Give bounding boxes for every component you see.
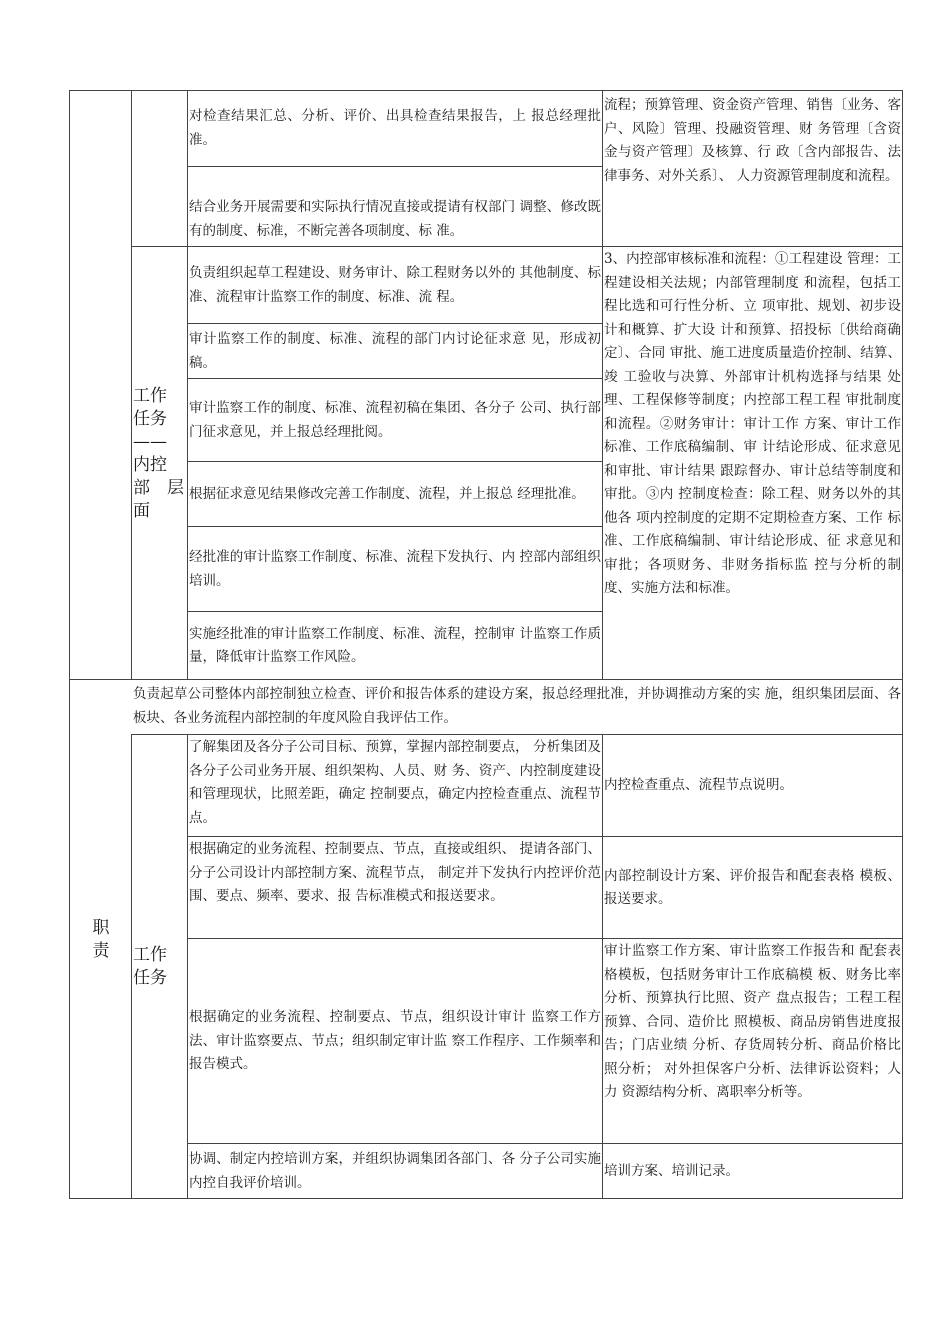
duty-label: 职 责 [92, 918, 110, 961]
output-cell [604, 940, 901, 1143]
row-divider [187, 836, 903, 837]
output-text: 内控检查重点、流程节点说明。 [604, 777, 793, 794]
task-text: 了解集团及各分子公司目标、预算，掌握内部控制要点， 分析集团及各分子公司业务开展、组织架构、人员、财 务、资产、内控制度建设和管理现状，比照差距，确定 控制要点，确定内控检查重点、流程节点。 [189, 739, 601, 826]
row-divider [187, 1143, 903, 1144]
task-text: 实施经批准的审计监察工作制度、标准、流程，控制审 计监察工作质量，降低审计监察工作风险。 [189, 625, 601, 665]
table-border-bottom [69, 1198, 903, 1199]
column-divider [187, 734, 188, 1199]
task-cell [189, 92, 601, 165]
output-text: 培训方案、培训记录。 [604, 1162, 739, 1179]
output-text: 审计监察工作方案、审计监察工作报告和 配套表格模板，包括财务审计工作底稿模 板、财务比率分析、预算执行比照、资产 盘点报告；工程工程预算、合同、造价比 照模板、商品房销售进度报告；门店业绩 分析、存货周转分析、商品价格比照分析； 对外担保客户分析、法律诉讼资料；人力 资源结构分析、离职率分析等。 [604, 943, 901, 1100]
row-divider [187, 323, 602, 324]
output-cell [604, 838, 901, 938]
task-cell [189, 1145, 601, 1198]
row-divider [187, 938, 903, 939]
task-text: 协调、制定内控培训方案，并组织协调集团各部门、各 分子公司实施内控自我评价培训。 [189, 1151, 601, 1191]
output-cell [604, 94, 901, 245]
output-cell [604, 1145, 901, 1198]
task-cell [189, 528, 601, 611]
row-divider [187, 611, 602, 612]
duty-summary-cell [133, 683, 901, 734]
task-cell [189, 325, 601, 378]
work-task-internal-control-label: 工作 任务 —— 内控 部 层 面 [133, 386, 184, 521]
row-divider [131, 734, 903, 735]
task-text: 根据确定的业务流程、控制要点、节点，组织设计审计 监察工作方法、审计监察要点、节点；组织制定审计监 察工作程序、工作频率和报告模式。 [189, 1009, 601, 1073]
row-divider [187, 461, 602, 462]
column-divider [602, 734, 603, 1199]
task-cell [189, 196, 601, 246]
task-cell [189, 380, 601, 461]
task-cell [189, 463, 601, 526]
output-cell [604, 248, 901, 679]
duty-summary-text: 负责起草公司整体内部控制独立检查、评价和报告体系的建设方案，报总经理批准，并协调推动方案的实 施，组织集团层面、各板块、各业务流程内部控制的年度风险自我评估工作。 [133, 686, 901, 726]
table-border-right [902, 90, 903, 1199]
column-divider [187, 90, 188, 680]
task-text: 负责组织起草工程建设、财务审计、除工程财务以外的 其他制度、标准、流程审计监察工作的制度、标准、流 程。 [189, 265, 601, 305]
task-cell [189, 613, 601, 679]
row-divider [187, 166, 602, 167]
work-task-label: 工作 任务 [133, 945, 167, 988]
table-border-left [69, 90, 70, 1199]
output-text: 3、内控部审核标准和流程：①工程建设 管理：工程建设相关法规；内部管理制度 和流程，包括工程比选和可行性分析、立 项审批、规划、初步设计和概算、扩大设 计和预算、招投标〔供给商确定〕、合同 审批、施工进度质量造价控制、结算、竣 工验收与决算、外部审计机构选择与结果 处理、工程保修等制度；内控部工程工程 审批制度和流程。②财务审计：审计工作 方案、审计工作标准、工作底稿编制、审 计结论形成、征求意见和审批、审计结果 跟踪督办、审计总结等制度和审批。③内 控制度检查：除工程、财务以外的其他各 项内控制度的定期不定期检查方案、工作 标准、工作底稿编制、审计结论形成、征 求意见和审批；各项财务、非财务指标监 控与分析的制度、实施方法和标准。 [604, 251, 901, 596]
task-cell [189, 736, 601, 836]
column-divider [602, 90, 603, 680]
table-border-top [69, 90, 903, 91]
task-cell [189, 940, 601, 1143]
column-divider [131, 734, 132, 1199]
row-divider [131, 246, 903, 247]
task-text: 结合业务开展需要和实际执行情况直接或提请有权部门 调整、修改既有的制度、标准，不断完善各项制度、标 准。 [189, 199, 601, 239]
output-text: 内部控制设计方案、评价报告和配套表格 模板、报送要求。 [604, 867, 901, 907]
row-divider [187, 378, 602, 379]
task-text: 对检查结果汇总、分析、评价、出具检查结果报告，上 报总经理批准。 [189, 108, 601, 148]
task-text: 根据确定的业务流程、控制要点、节点，直接或组织、 提请各部门、分子公司设计内部控制方案、流程节点， 制定并下发执行内控评价范围、要点、频率、要求、报 告标准模式和报送要求。 [189, 841, 601, 904]
task-text: 经批准的审计监察工作制度、标准、流程下发执行、内 控部内部组织培训。 [189, 549, 601, 589]
task-cell [189, 248, 601, 323]
task-text: 审计监察工作的制度、标准、流程的部门内讨论征求意 见，形成初稿。 [189, 331, 601, 371]
task-text: 审计监察工作的制度、标准、流程初稿在集团、各分子 公司、执行部门征求意见，并上报总经理批阅。 [189, 400, 601, 440]
output-text: 流程；预算管理、资金资产管理、销售〔业务、客户、风险〕管理、投融资管理、财 务管理〔含资金与资产管理〕及核算、行 政〔含内部报告、法律事务、对外关系〕、 人力资源管理制度和流程。 [604, 97, 901, 184]
output-cell [604, 736, 901, 836]
task-cell [189, 838, 601, 938]
row-divider [187, 526, 602, 527]
column-divider [131, 90, 132, 680]
section-divider [69, 679, 903, 680]
task-text: 根据征求意见结果修改完善工作制度、流程，并上报总 经理批准。 [189, 485, 585, 502]
